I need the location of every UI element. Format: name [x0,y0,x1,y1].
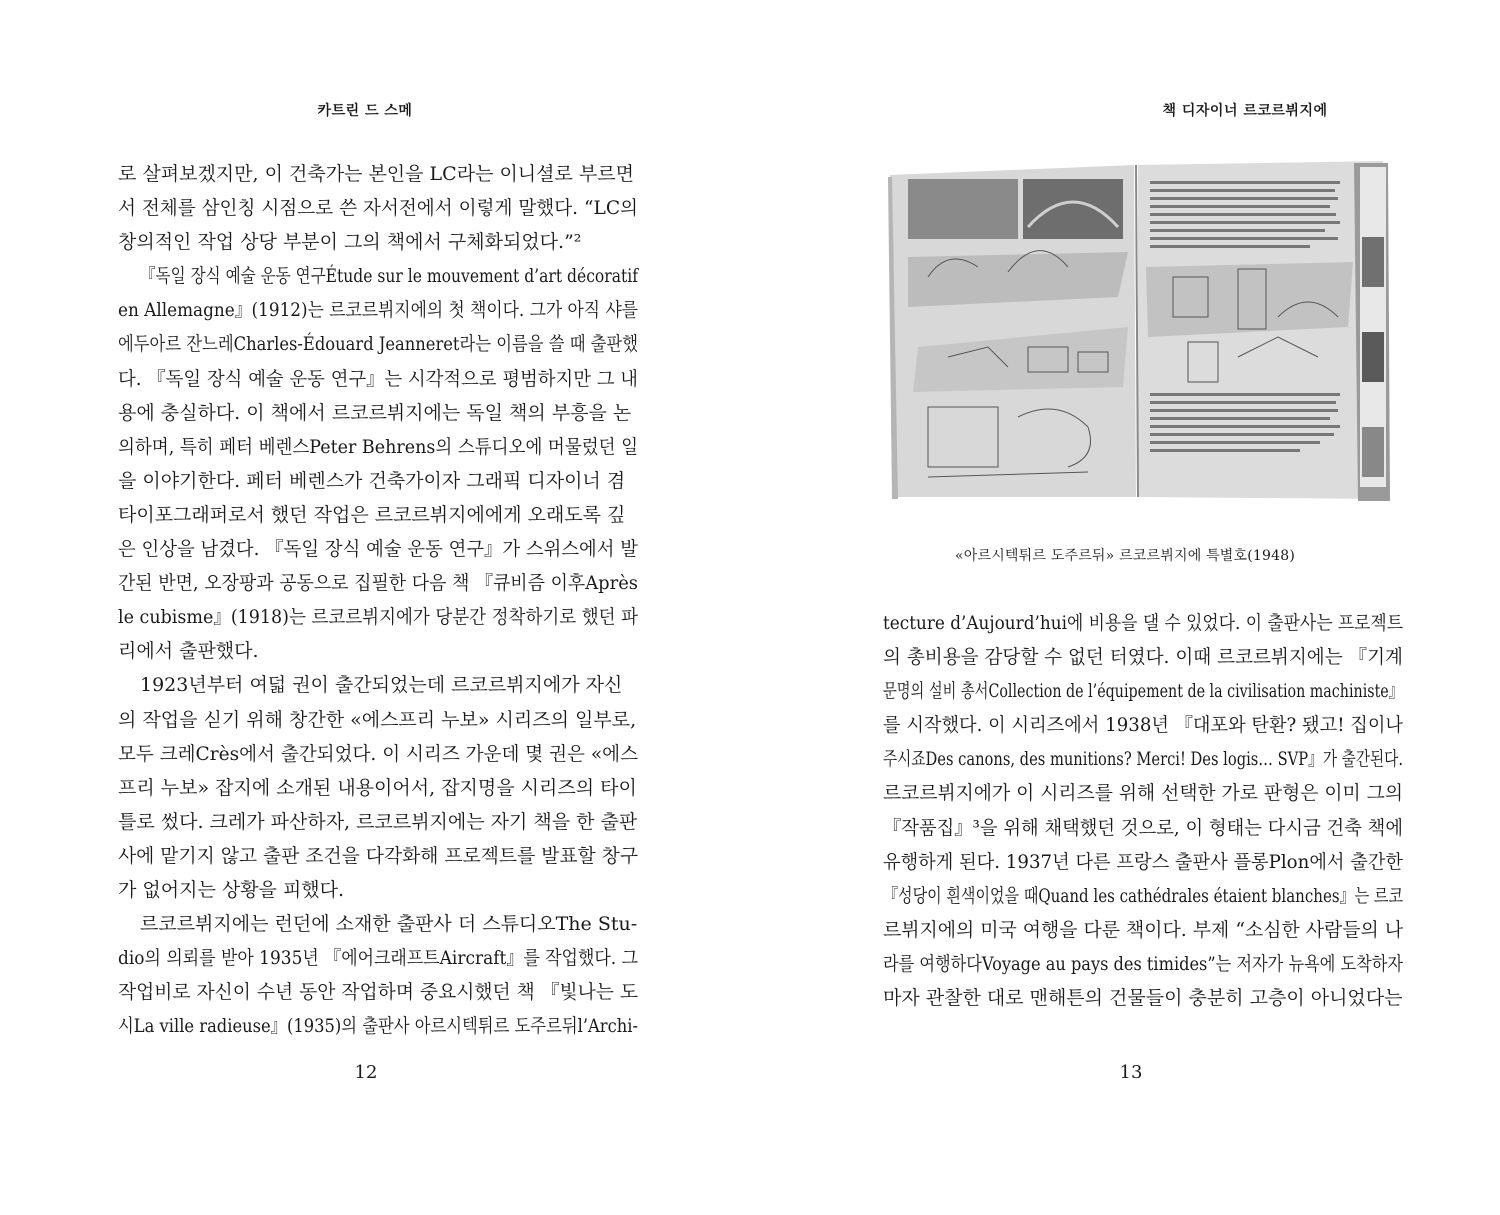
running-head-right: 책 디자이너 르코르뷔지에 [1162,103,1328,119]
text-line: 의 작업을 싣기 위해 창간한 «에스프리 누보» 시리즈의 일부로, [118,708,637,731]
text-line: 르뷔지에의 미국 여행을 다룬 책이다. 부제 “소심한 사람들의 나 [883,918,1403,941]
text-line: 『독일 장식 예술 운동 연구Étude sur le mouvement d’art décoratif [140,265,638,288]
text-line: en Allemagne』(1912)는 르코르뷔지에의 첫 책이다. 그가 아직 샤를 [118,299,638,322]
text-line: 작업비로 자신이 수년 동안 작업하며 중요시했던 책 『빛나는 도 [118,981,638,1004]
text-line: 용에 충실하다. 이 책에서 르코르뷔지에는 독일 책의 부흥을 논 [118,401,632,424]
text-line: 다. 『독일 장식 예술 운동 연구』는 시각적으로 평범하지만 그 내 [118,367,638,390]
text-line: 유행하게 된다. 1937년 다른 프랑스 출판사 플롱Plon에서 출간한 [883,850,1403,873]
text-line: dio의 의뢰를 받아 1935년 『에어크래프트Aircraft』를 작업했다. 그 [118,947,638,970]
text-line: 가 없어지는 상황을 피했다. [118,878,345,901]
page-number-left: 12 [354,1062,378,1083]
figure-magazine-photo [888,157,1390,505]
body-text-left [118,157,638,1043]
text-line: 리에서 출판했다. [118,640,259,663]
text-line: 를 시작했다. 이 시리즈에서 1938년 『대포와 탄환? 됐고! 집이나 [883,714,1403,737]
text-line: 르코르뷔지에가 이 시리즈를 위해 선택한 가로 판형은 이미 그의 [883,782,1403,805]
text-line: 1923년부터 여덟 권이 출간되었는데 르코르뷔지에가 자신 [140,674,623,697]
text-line: tecture d’Aujourd’hui에 비용을 댈 수 있었다. 이 출판사는 프로젝트 [883,612,1403,634]
text-line: le cubisme』(1918)는 르코르뷔지에가 당분간 정착하기로 했던 파 [118,606,638,629]
text-line: 『성당이 흰색이었을 때Quand les cathédrales étaient blanches』는 르코 [883,884,1403,907]
text-line: 『작품집』³을 위해 채택했던 것으로, 이 형태는 다시금 건축 책에 [883,816,1403,839]
text-line: 라를 여행하다Voyage au pays des timides”는 저자가 뉴욕에 도착하자 [883,952,1403,975]
text-line: 모두 크레Crès에서 출간되었다. 이 시리즈 가운데 몇 권은 «에스 [118,742,638,765]
running-head-left: 카트린 드 스메 [317,103,413,119]
text-line: 타이포그래퍼로서 했던 작업은 르코르뷔지에에게 오래도록 깊 [118,503,626,526]
text-line: 프리 누보» 잡지에 소개된 내용이어서, 잡지명을 시리즈의 타이 [118,776,637,799]
figure-caption: «아르시텍튀르 도주르뒤» 르코르뷔지에 특별호(1948) [955,548,1295,564]
text-line: 은 인상을 남겼다. 『독일 장식 예술 운동 연구』가 스위스에서 발 [118,538,638,561]
text-line: 사에 맡기지 않고 출판 조건을 다각화해 프로젝트를 발표할 창구 [118,844,638,867]
text-line: 주시죠Des canons, des munitions? Merci! Des logis… SVP』가 출간된다. [883,748,1403,771]
text-line: 을 이야기한다. 페터 베렌스가 건축가이자 그래픽 디자이너 겸 [118,469,626,492]
text-line: 의 총비용을 감당할 수 없던 터였다. 이때 르코르뷔지에는 『기계 [883,646,1403,669]
right-page [750,0,1500,1215]
text-line: 르코르뷔지에는 런던에 소재한 출판사 더 스튜디오The Stu- [140,913,638,936]
page-number-right: 13 [1119,1062,1143,1083]
text-line: 창의적인 작업 상당 부분이 그의 책에서 구체화되었다.”² [118,231,582,254]
text-line: 틀로 썼다. 크레가 파산하자, 르코르뷔지에는 자기 책을 한 출판 [118,810,638,833]
text-line: 에두아르 잔느레Charles-Édouard Jeanneret라는 이름을 쓸 때 출판했 [118,333,638,356]
text-line: 간된 반면, 오장팡과 공동으로 집필한 다음 책 『큐비즘 이후Après [118,572,638,595]
text-line: 의하며, 특히 페터 베렌스Peter Behrens의 스튜디오에 머물렀던 일 [118,435,638,458]
text-line: 서 전체를 삼인칭 시점으로 쓴 자서전에서 이렇게 말했다. “LC의 [118,197,638,220]
text-line: 로 살펴보겠지만, 이 건축가는 본인을 LC라는 이니셜로 부르면 [118,163,634,185]
text-line: 문명의 설비 총서Collection de l’équipement de la civilisation machiniste』 [883,680,1403,703]
body-text-right [883,606,1403,1015]
text-line: 마자 관찰한 대로 맨해튼의 건물들이 충분히 고층이 아니었다는 [883,987,1403,1010]
open-magazine-illustration [888,157,1390,505]
text-line: 시La ville radieuse』(1935)의 출판사 아르시텍튀르 도주르뒤l’Archi- [118,1015,638,1038]
